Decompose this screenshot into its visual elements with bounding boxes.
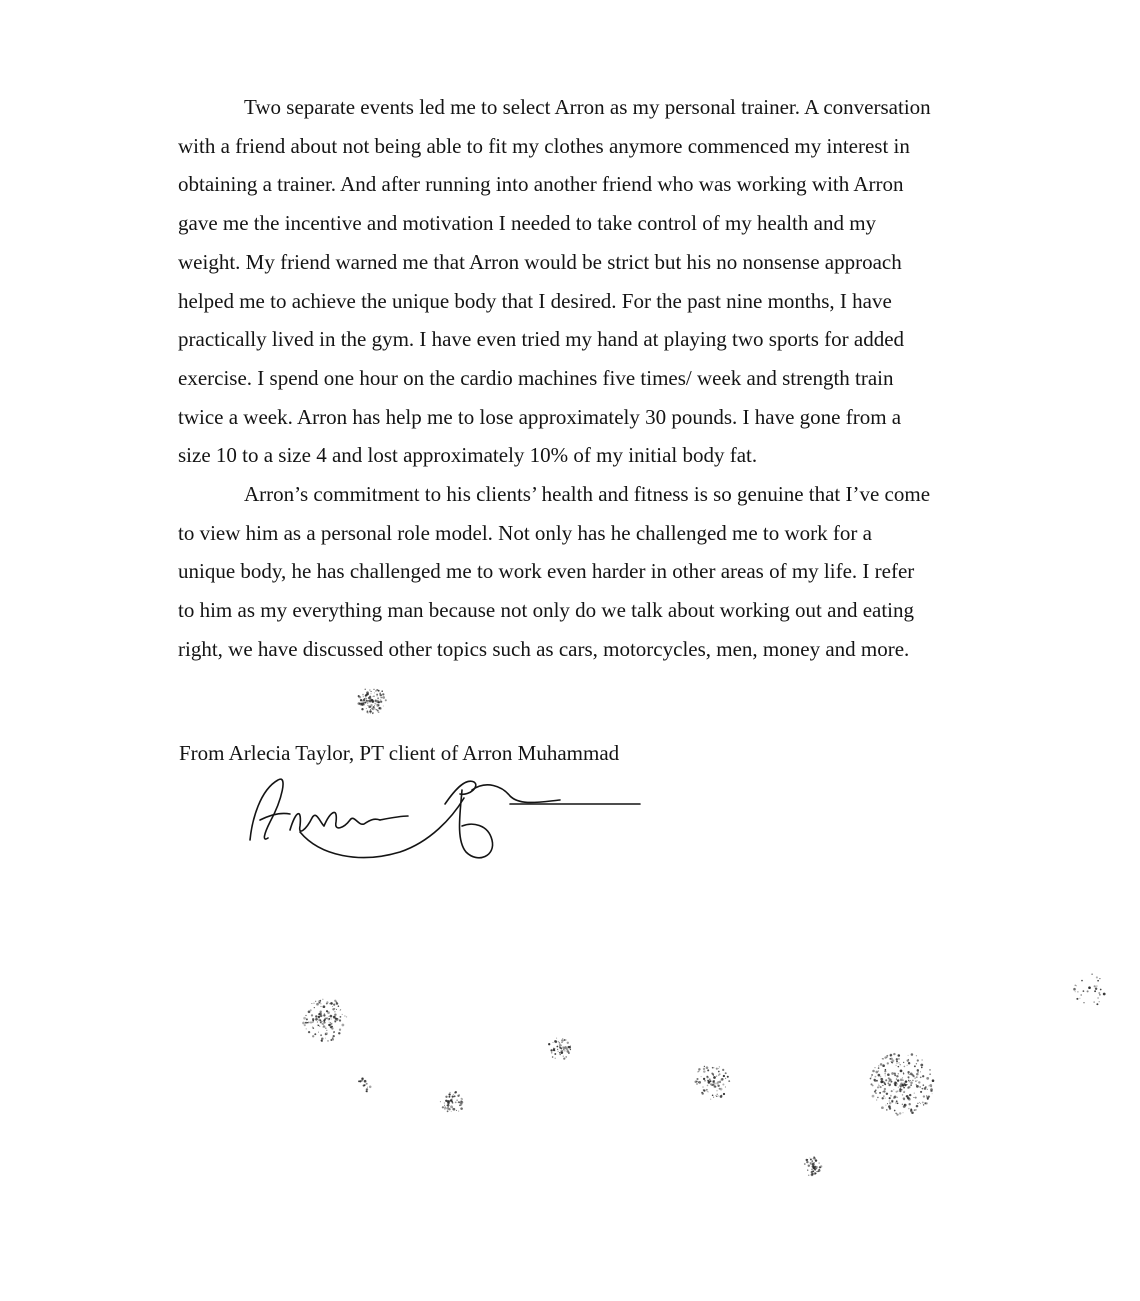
text-line: size 10 to a size 4 and lost approximately 10% of my initial body fat. — [178, 443, 758, 468]
text-line: to view him as a personal role model. Not only has he challenged me to work for a — [178, 520, 872, 545]
text-line: right, we have discussed other topics such as cars, motorcycles, men, money and more. — [178, 636, 910, 661]
text-line: unique body, he has challenged me to work even harder in other areas of my life. I refer — [178, 559, 915, 584]
text-line: exercise. I spend one hour on the cardio machines five times/ week and strength train — [178, 365, 894, 390]
text-line: to him as my everything man because not only do we talk about working out and eating — [178, 598, 915, 623]
text-line: with a friend about not being able to fit my clothes anymore commenced my interest in — [178, 133, 910, 158]
letter-body — [178, 88, 988, 669]
handwritten-signature — [240, 760, 650, 870]
text-line: weight. My friend warned me that Arron would be strict but his no nonsense approach — [178, 249, 902, 274]
paragraph-1 — [178, 88, 988, 475]
text-line: gave me the incentive and motivation I needed to take control of my health and my — [178, 211, 877, 236]
text-line: helped me to achieve the unique body that I desired. For the past nine months, I have — [178, 288, 892, 313]
text-line: Two separate events led me to select Arron as my personal trainer. A conversation — [244, 95, 931, 119]
text-line: practically lived in the gym. I have even tried my hand at playing two sports for added — [178, 327, 905, 352]
from-line: From Arlecia Taylor, PT client of Arron Muhammad — [179, 741, 620, 765]
text-line: twice a week. Arron has help me to lose approximately 30 pounds. I have gone from a — [178, 404, 902, 429]
text-line: obtaining a trainer. And after running into another friend who was working with Arron — [178, 172, 904, 197]
paragraph-2 — [178, 475, 988, 669]
text-line: Arron’s commitment to his clients’ health and fitness is so genuine that I’ve come — [244, 482, 931, 507]
